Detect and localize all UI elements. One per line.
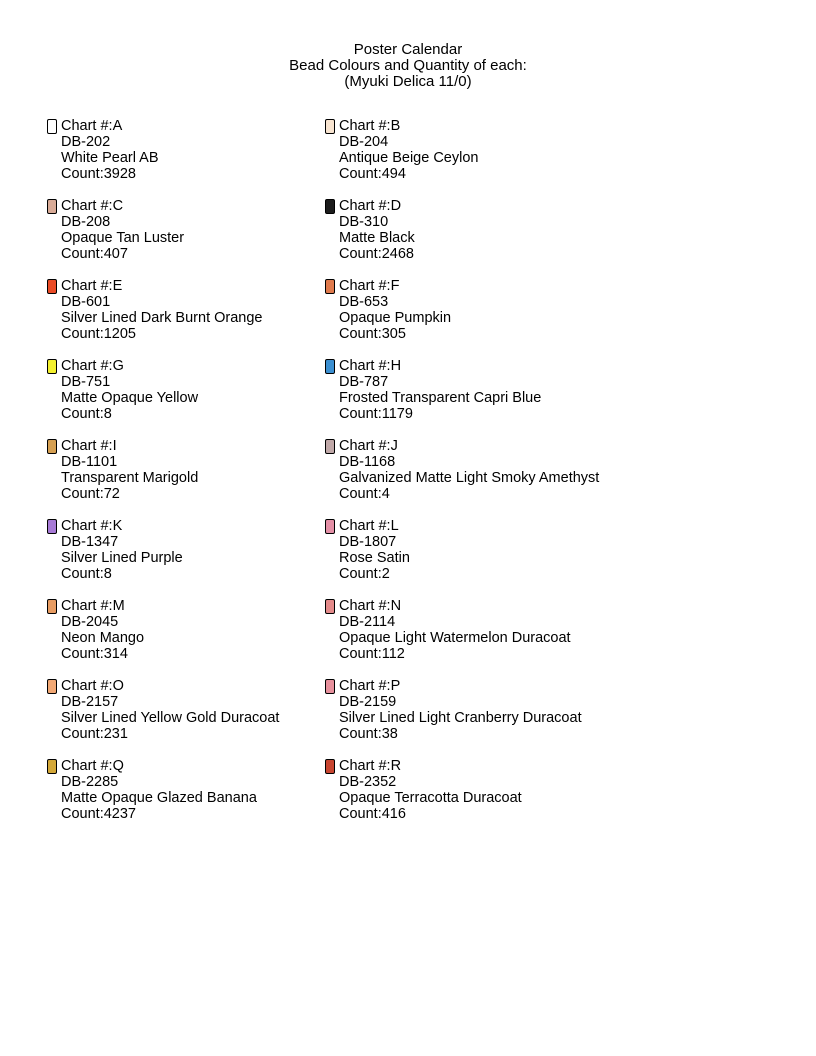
bead-count: Count:3928 — [61, 166, 136, 182]
bead-name: Neon Mango — [61, 630, 145, 646]
bead-name: Silver Lined Purple — [61, 550, 183, 566]
bead-entry — [47, 598, 337, 664]
color-swatch — [325, 759, 335, 774]
bead-count: Count:8 — [61, 566, 112, 582]
chart-id: Chart #:M — [61, 598, 125, 614]
chart-id: Chart #:P — [339, 678, 401, 694]
bead-details — [61, 198, 184, 262]
bead-name: Silver Lined Yellow Gold Duracoat — [61, 710, 280, 726]
bead-name: Silver Lined Dark Burnt Orange — [61, 310, 263, 326]
color-swatch — [325, 439, 335, 454]
bead-details — [339, 198, 415, 262]
color-swatch — [47, 119, 57, 134]
bead-entry — [47, 678, 337, 744]
bead-entry — [325, 598, 615, 664]
bead-code: DB-2045 — [61, 614, 119, 630]
bead-name: Frosted Transparent Capri Blue — [339, 390, 542, 406]
bead-count: Count:38 — [339, 726, 398, 742]
bead-name: Matte Black — [339, 230, 415, 246]
color-swatch — [325, 199, 335, 214]
chart-id: Chart #:O — [61, 678, 124, 694]
bead-count: Count:494 — [339, 166, 406, 182]
bead-code: DB-204 — [339, 134, 389, 150]
color-swatch — [325, 679, 335, 694]
bead-name: Matte Opaque Yellow — [61, 390, 199, 406]
bead-brand: (Myuki Delica 11/0) — [344, 73, 472, 90]
bead-details — [339, 598, 571, 662]
bead-name: Matte Opaque Glazed Banana — [61, 790, 257, 806]
bead-entry — [325, 278, 615, 344]
color-swatch — [47, 279, 57, 294]
chart-id: Chart #:D — [339, 198, 402, 214]
bead-details — [61, 278, 263, 342]
bead-entry — [47, 758, 337, 824]
color-swatch — [47, 199, 57, 214]
bead-details — [339, 358, 541, 422]
bead-code: DB-1101 — [61, 454, 118, 470]
color-swatch — [325, 599, 335, 614]
bead-code: DB-1168 — [339, 454, 396, 470]
bead-entry — [325, 438, 615, 504]
bead-details — [61, 518, 183, 582]
bead-details — [339, 118, 478, 182]
bead-count: Count:314 — [61, 646, 128, 662]
bead-entry — [325, 198, 615, 264]
bead-name: Opaque Tan Luster — [61, 230, 185, 246]
chart-id: Chart #:A — [61, 118, 123, 134]
bead-count: Count:407 — [61, 246, 128, 262]
page-title: Poster Calendar — [353, 41, 463, 58]
bead-name: Rose Satin — [339, 550, 410, 566]
bead-code: DB-2285 — [61, 774, 119, 790]
bead-name: Antique Beige Ceylon — [339, 150, 479, 166]
bead-code: DB-310 — [339, 214, 389, 230]
bead-entry — [325, 758, 615, 824]
bead-code: DB-208 — [61, 214, 111, 230]
chart-id: Chart #:B — [339, 118, 401, 134]
color-swatch — [47, 679, 57, 694]
bead-count: Count:4 — [339, 486, 390, 502]
color-swatch — [47, 359, 57, 374]
bead-name: White Pearl AB — [61, 150, 159, 166]
bead-code: DB-202 — [61, 134, 111, 150]
page-subtitle: Bead Colours and Quantity of each: — [289, 57, 527, 74]
bead-details — [61, 598, 144, 662]
color-swatch — [325, 279, 335, 294]
bead-entry — [47, 358, 337, 424]
bead-code: DB-601 — [61, 294, 111, 310]
bead-code: DB-2157 — [61, 694, 119, 710]
bead-details — [61, 438, 198, 502]
bead-count: Count:112 — [339, 646, 405, 662]
color-swatch — [325, 519, 335, 534]
bead-code: DB-1807 — [339, 534, 397, 550]
chart-id: Chart #:Q — [61, 758, 124, 774]
bead-details — [339, 758, 522, 822]
bead-count: Count:416 — [339, 806, 406, 822]
bead-name: Silver Lined Light Cranberry Duracoat — [339, 710, 582, 726]
bead-details — [61, 758, 257, 822]
bead-name: Opaque Light Watermelon Duracoat — [339, 630, 571, 646]
bead-entry — [47, 438, 337, 504]
bead-code: DB-2114 — [339, 614, 396, 630]
color-swatch — [47, 599, 57, 614]
bead-entry — [47, 518, 337, 584]
chart-id: Chart #:R — [339, 758, 402, 774]
bead-details — [61, 118, 159, 182]
color-swatch — [47, 519, 57, 534]
bead-count: Count:4237 — [61, 806, 136, 822]
bead-count: Count:305 — [339, 326, 406, 342]
bead-entry — [47, 118, 337, 184]
bead-count: Count:72 — [61, 486, 120, 502]
chart-id: Chart #:E — [61, 278, 123, 294]
bead-count: Count:2468 — [339, 246, 414, 262]
bead-code: DB-653 — [339, 294, 389, 310]
bead-code: DB-2159 — [339, 694, 397, 710]
bead-details — [339, 518, 410, 582]
bead-entry — [325, 358, 615, 424]
chart-id: Chart #:K — [61, 518, 123, 534]
page-header — [0, 42, 816, 90]
bead-code: DB-1347 — [61, 534, 119, 550]
bead-count: Count:1179 — [339, 406, 413, 422]
chart-id: Chart #:H — [339, 358, 402, 374]
chart-id: Chart #:F — [339, 278, 400, 294]
bead-count: Count:231 — [61, 726, 128, 742]
color-swatch — [325, 359, 335, 374]
bead-count: Count:1205 — [61, 326, 136, 342]
bead-count: Count:8 — [61, 406, 112, 422]
color-swatch — [47, 439, 57, 454]
bead-name: Galvanized Matte Light Smoky Amethyst — [339, 470, 600, 486]
bead-details — [339, 678, 582, 742]
bead-code: DB-2352 — [339, 774, 397, 790]
bead-code: DB-751 — [61, 374, 111, 390]
bead-entry — [325, 678, 615, 744]
bead-details — [61, 678, 279, 742]
chart-id: Chart #:L — [339, 518, 399, 534]
bead-name: Transparent Marigold — [61, 470, 199, 486]
bead-details — [339, 278, 451, 342]
bead-entry — [325, 518, 615, 584]
bead-entry — [47, 278, 337, 344]
bead-name: Opaque Pumpkin — [339, 310, 452, 326]
bead-entry — [47, 198, 337, 264]
bead-count: Count:2 — [339, 566, 390, 582]
chart-id: Chart #:I — [61, 438, 117, 454]
color-swatch — [47, 759, 57, 774]
chart-id: Chart #:J — [339, 438, 398, 454]
chart-id: Chart #:C — [61, 198, 124, 214]
bead-entry — [325, 118, 615, 184]
chart-id: Chart #:G — [61, 358, 124, 374]
color-swatch — [325, 119, 335, 134]
bead-name: Opaque Terracotta Duracoat — [339, 790, 522, 806]
chart-id: Chart #:N — [339, 598, 402, 614]
bead-details — [61, 358, 198, 422]
bead-code: DB-787 — [339, 374, 389, 390]
bead-details — [339, 438, 599, 502]
